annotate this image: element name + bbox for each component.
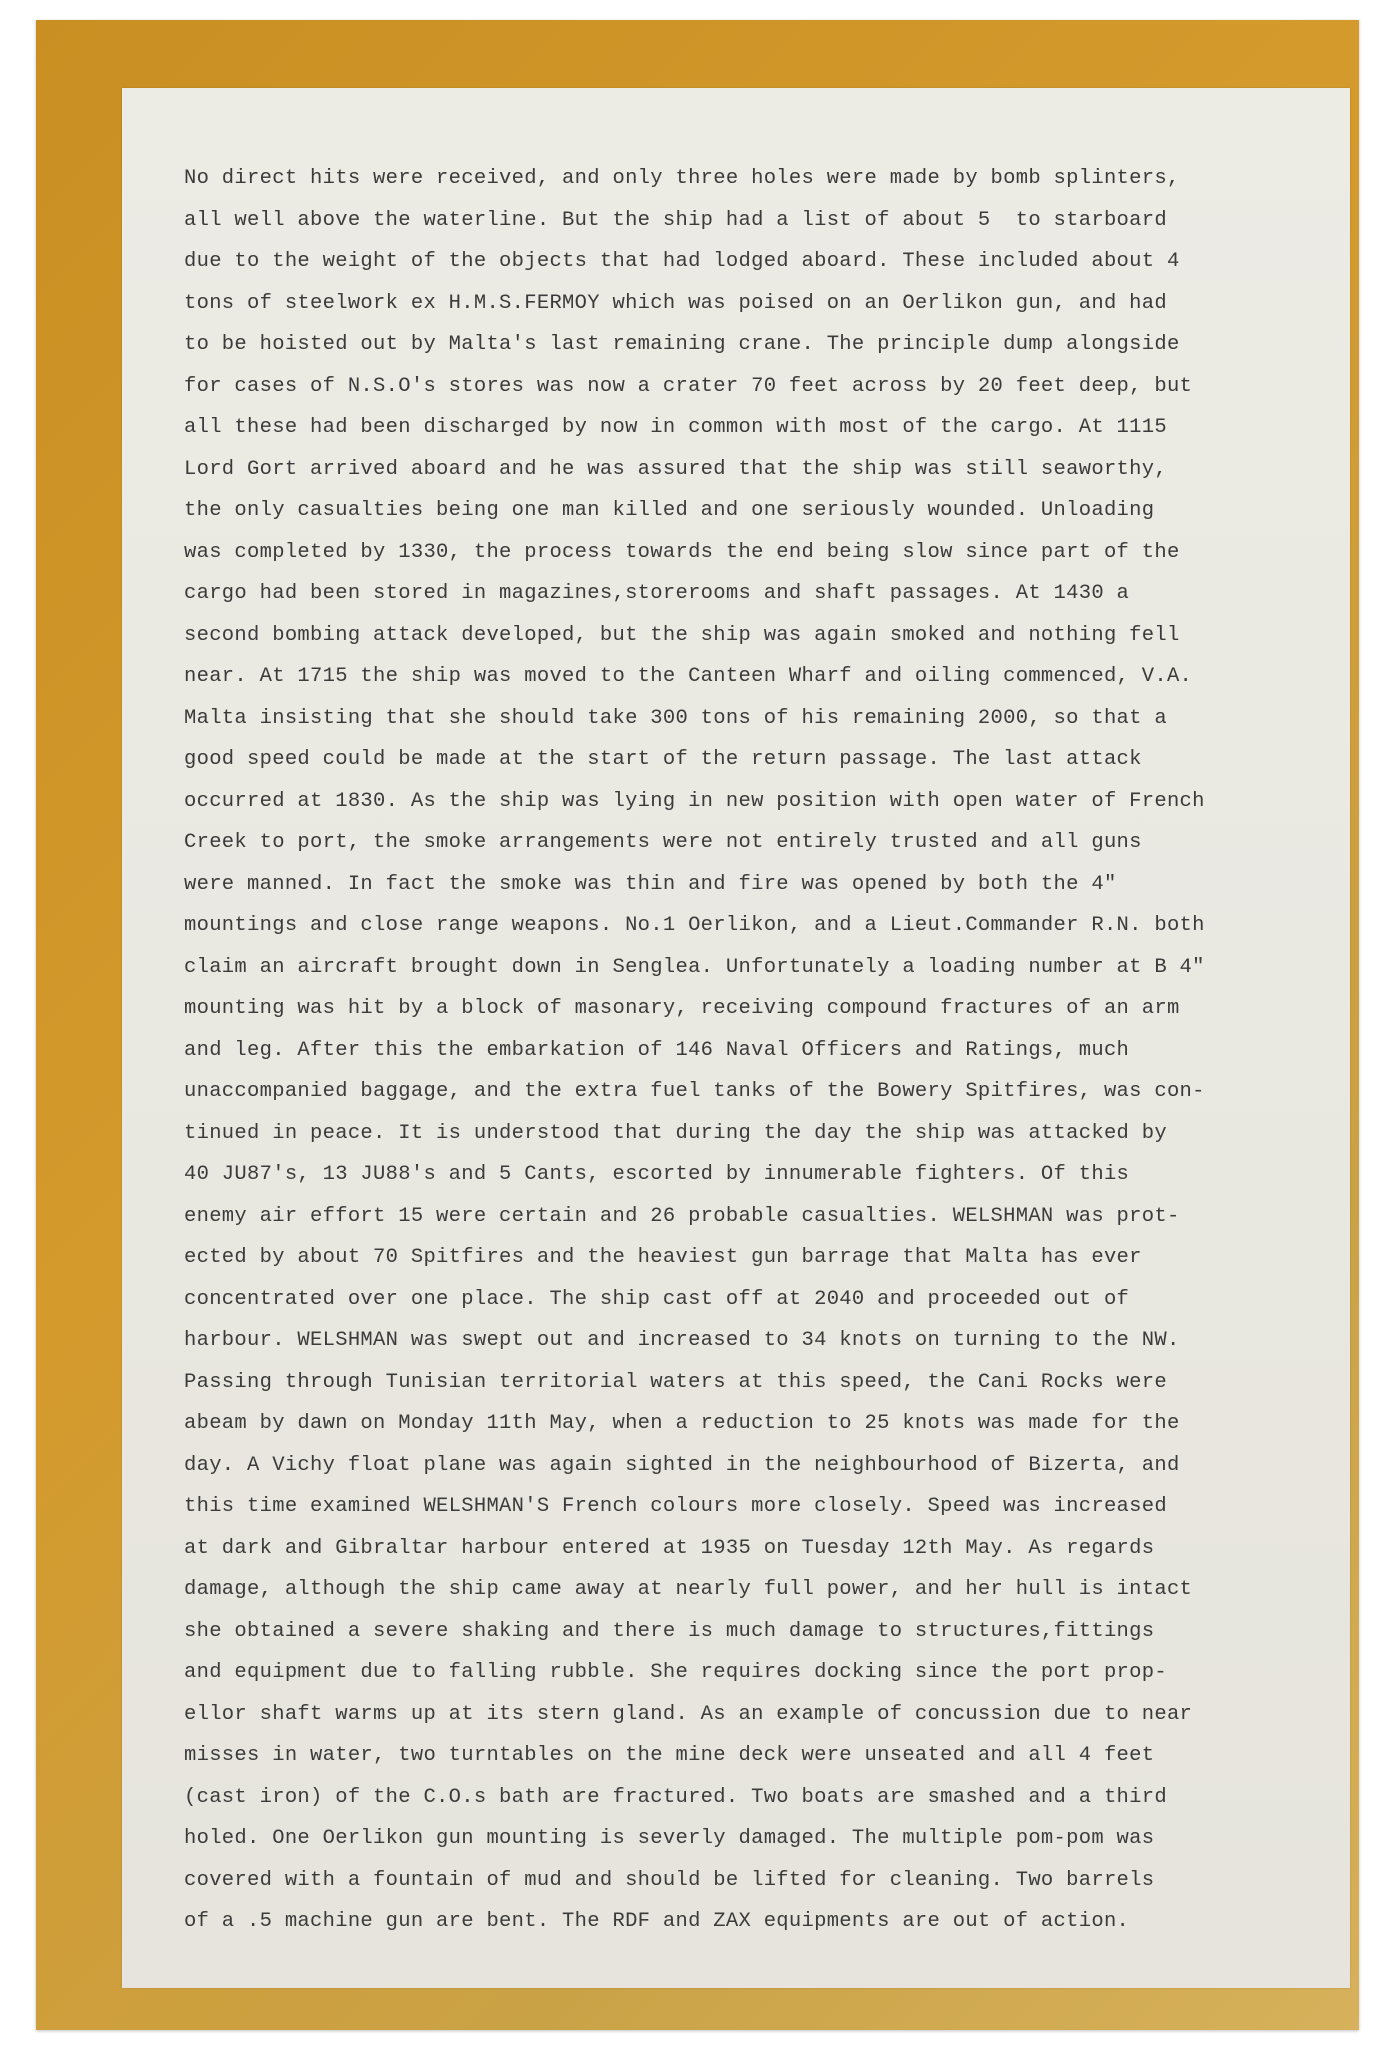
text-line: Lord Gort arrived aboard and he was assured that the ship was still seaworthy, [184,457,1167,481]
text-line: for cases of N.S.O's stores was now a crater 70 feet across by 20 feet deep, but [184,374,1193,398]
text-line: all well above the waterline. But the ship had a list of about 5 to starboard [184,208,1167,232]
text-line: mountings and close range weapons. No.1 Oerlikon, and a Lieut.Commander R.N. both [184,914,1205,937]
text-line: No direct hits were received, and only three holes were made by bomb splinters, [184,167,1180,190]
text-line: holed. One Oerlikon gun mounting is severly damaged. The multiple pom-pom was [184,1827,1155,1850]
text-line: were manned. In fact the smoke was thin and fire was opened by both the 4" [184,872,1117,896]
typewritten-text-block [184,158,1314,1943]
text-line: cargo had been stored in magazines,storerooms and shaft passages. At 1430 a [184,582,1130,605]
text-line: the only casualties being one man killed and one seriously wounded. Unloading [184,499,1155,522]
typed-page [122,88,1350,1988]
text-line: unaccompanied baggage, and the extra fuel tanks of the Bowery Spitfires, was con- [184,1080,1205,1103]
text-line: second bombing attack developed, but the ship was again smoked and nothing fell [184,623,1180,647]
mounting-board [36,20,1359,2030]
text-line: Creek to port, the smoke arrangements were not entirely trusted and all guns [184,831,1142,854]
text-line: day. A Vichy float plane was again sighted in the neighbourhood of Bizerta, and [184,1453,1180,1477]
text-line: all these had been discharged by now in common with most of the cargo. At 1115 [184,416,1167,439]
text-line: Malta insisting that she should take 300 tons of his remaining 2000, so that a [184,706,1167,730]
text-line: occurred at 1830. As the ship was lying in new position with open water of French [184,789,1205,813]
text-line: (cast iron) of the C.O.s bath are fractured. Two boats are smashed and a third [184,1785,1167,1809]
text-line: abeam by dawn on Monday 11th May, when a reduction to 25 knots was made for the [184,1412,1180,1435]
text-line: mounting was hit by a block of masonary, receiving compound fractures of an arm [184,997,1180,1020]
text-line: claim an aircraft brought down in Senglea. Unfortunately a loading number at B 4" [184,955,1205,979]
text-line: this time examined WELSHMAN'S French colours more closely. Speed was increased [184,1495,1167,1518]
text-line: and leg. After this the embarkation of 146 Naval Officers and Ratings, much [184,1038,1130,1062]
text-line: good speed could be made at the start of the return passage. The last attack [184,748,1142,771]
text-line: at dark and Gibraltar harbour entered at 1935 on Tuesday 12th May. As regards [184,1536,1155,1560]
text-line: to be hoisted out by Malta's last remaining crane. The principle dump alongside [184,333,1180,356]
text-line: near. At 1715 the ship was moved to the Canteen Wharf and oiling commenced, V.A. [184,665,1193,688]
text-line: 40 JU87's, 13 JU88's and 5 Cants, escorted by innumerable fighters. Of this [184,1163,1130,1186]
text-line: was completed by 1330, the process towards the end being slow since part of the [184,540,1180,564]
text-line: of a .5 machine gun are bent. The RDF and ZAX equipments are out of action. [184,1910,1130,1933]
text-line: she obtained a severe shaking and there is much damage to structures,fittings [184,1619,1155,1643]
text-line: due to the weight of the objects that had lodged aboard. These included about 4 [184,250,1180,273]
text-line: and equipment due to falling rubble. She requires docking since the port prop- [184,1661,1167,1684]
text-line: misses in water, two turntables on the mine deck were unseated and all 4 feet [184,1744,1155,1767]
text-line: tons of steelwork ex H.M.S.FERMOY which was poised on an Oerlikon gun, and had [184,291,1167,315]
text-line: tinued in peace. It is understood that during the day the ship was attacked by [184,1121,1167,1145]
text-line: enemy air effort 15 were certain and 26 probable casualties. WELSHMAN was prot- [184,1204,1180,1228]
text-line: ected by about 70 Spitfires and the heaviest gun barrage that Malta has ever [184,1246,1142,1269]
text-line: covered with a fountain of mud and should be lifted for cleaning. Two barrels [184,1868,1155,1892]
text-line: damage, although the ship came away at nearly full power, and her hull is intact [184,1578,1193,1601]
text-line: harbour. WELSHMAN was swept out and increased to 34 knots on turning to the NW. [184,1329,1180,1352]
text-line: concentrated over one place. The ship cast off at 2040 and proceeded out of [184,1287,1130,1311]
text-line: Passing through Tunisian territorial waters at this speed, the Cani Rocks were [184,1370,1167,1394]
text-line: ellor shaft warms up at its stern gland. As an example of concussion due to near [184,1702,1193,1726]
